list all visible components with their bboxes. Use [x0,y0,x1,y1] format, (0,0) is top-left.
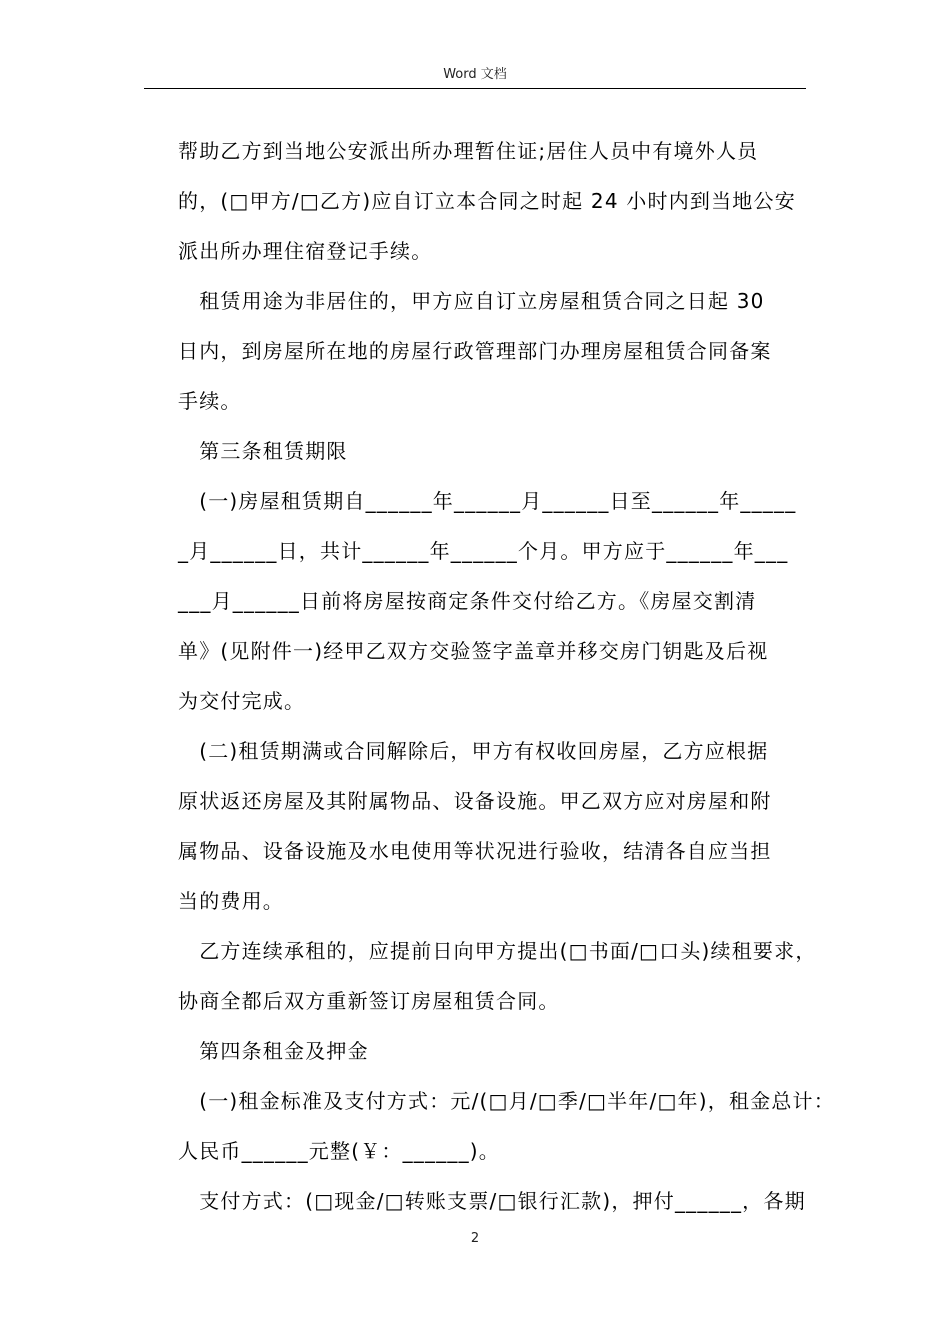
page-header: Word 文档 [443,67,507,82]
header-divider [144,88,806,89]
text-line: _月______日，共计______年______个月。甲方应于______年___ [178,539,789,563]
section-heading: 第四条租金及押金 [178,1039,369,1063]
text-line: (一)房屋租赁期自______年______月______日至______年_____ [178,489,797,513]
text-line: 手续。 [178,389,242,413]
text-line: (一)租金标准及支付方式：元/(□月/□季/□半年/□年)，租金总计： [178,1089,835,1113]
text-line: 的，(□甲方/□乙方)应自订立本合同之时起 24 小时内到当地公安 [178,189,796,213]
document-body [178,126,835,1226]
text-line: 乙方连续承租的，应提前日向甲方提出(□书面/□口头)续租要求， [178,939,817,963]
text-line: ___月______日前将房屋按商定条件交付给乙方。《房屋交割清 [178,589,757,613]
text-line: 协商全都后双方重新签订房屋租赁合同。 [178,989,560,1013]
text-line: 日内，到房屋所在地的房屋行政管理部门办理房屋租赁合同备案 [178,339,772,363]
text-line: 帮助乙方到当地公安派出所办理暂住证;居住人员中有境外人员 [178,139,759,163]
text-line: 属物品、设备设施及水电使用等状况进行验收，结清各自应当担 [178,839,772,863]
text-line: 原状返还房屋及其附属物品、设备设施。甲乙双方应对房屋和附 [178,789,772,813]
page-number: 2 [470,1231,480,1246]
text-line: 派出所办理住宿登记手续。 [178,239,433,263]
text-line: 当的费用。 [178,889,284,913]
text-line: 租赁用途为非居住的，甲方应自订立房屋租赁合同之日起 30 [178,289,765,313]
text-line: 为交付完成。 [178,689,306,713]
text-line: 支付方式：(□现金/□转账支票/□银行汇款)，押付______，各期 [178,1189,806,1213]
section-heading: 第三条租赁期限 [178,439,348,463]
text-line: 单》(见附件一)经甲乙双方交验签字盖章并移交房门钥匙及后视 [178,639,769,663]
text-line: (二)租赁期满或合同解除后，甲方有权收回房屋，乙方应根据 [178,739,769,763]
text-line: 人民币______元整(￥：______)。 [178,1139,501,1163]
